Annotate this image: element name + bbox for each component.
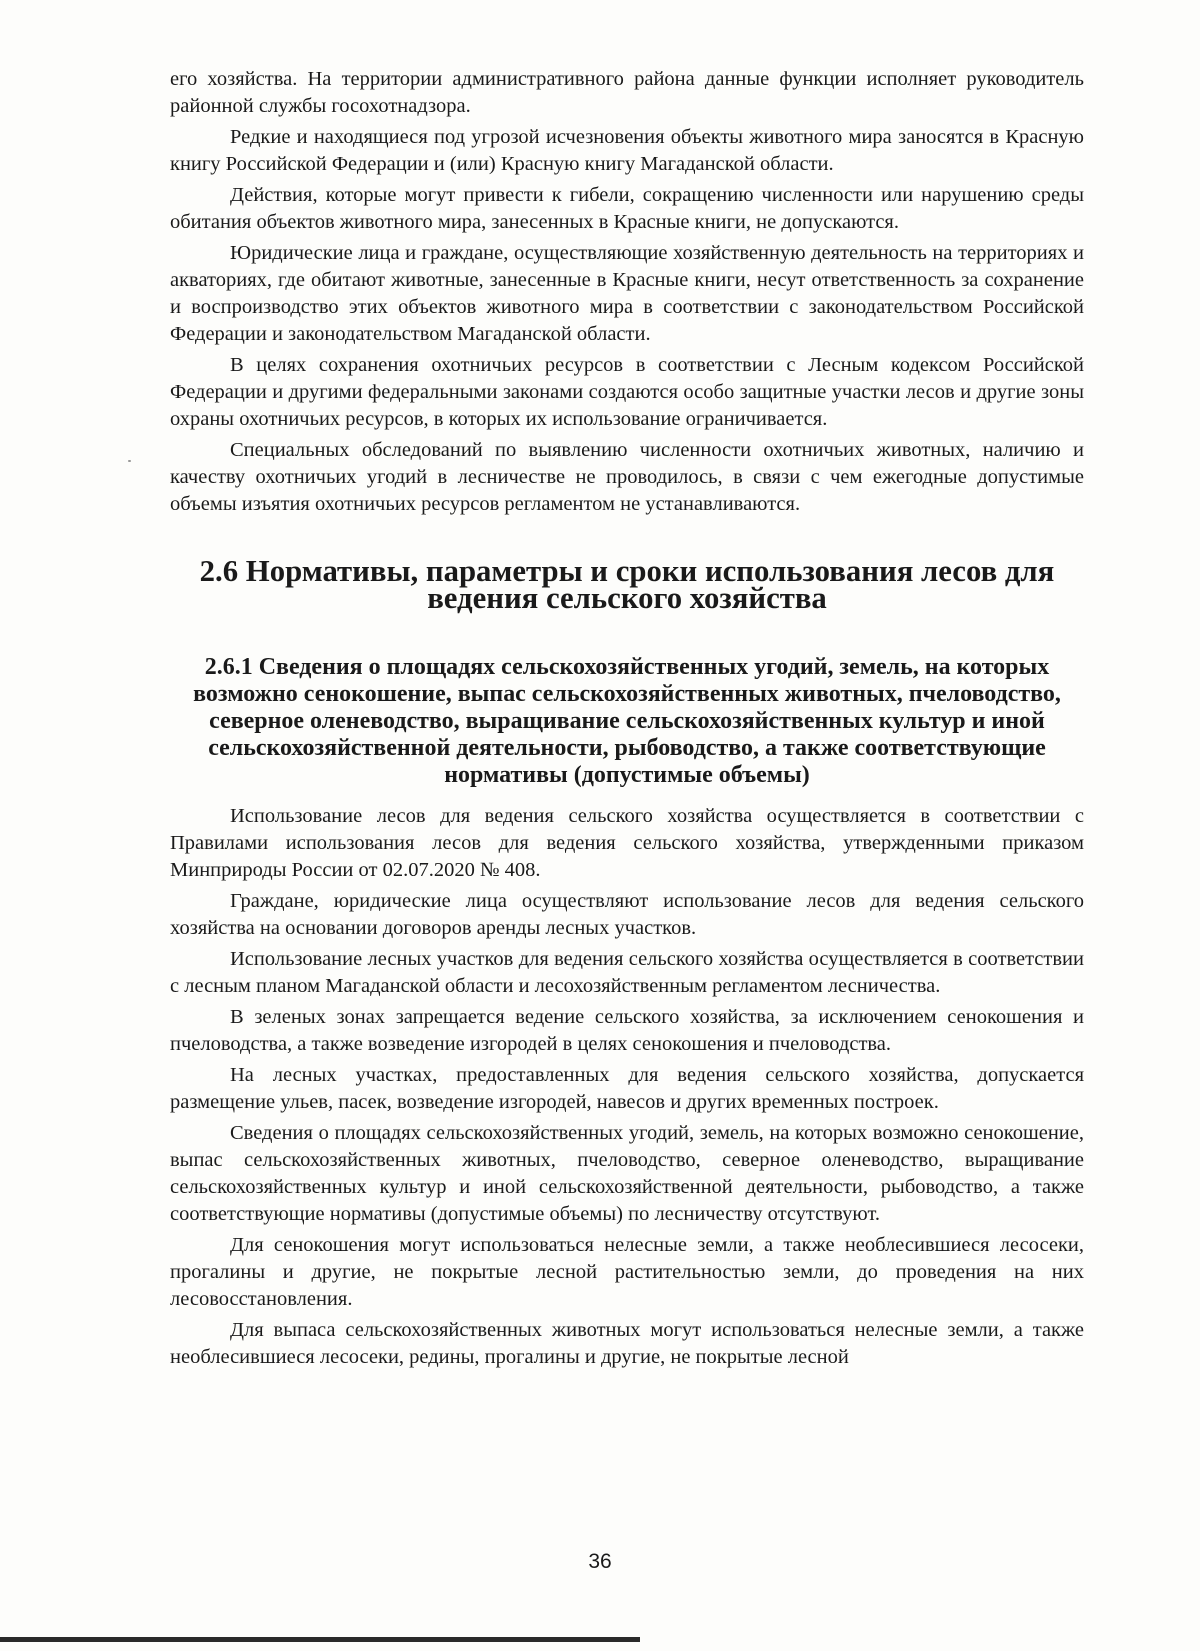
paragraph-lease: Граждане, юридические лица осуществляют использование лесов для ведения сельского хозяйства на основании договоров аренды лесных участков. bbox=[170, 890, 1084, 939]
paragraph-rules: Использование лесов для ведения сельского хозяйства осуществляется в соответствии с Правилами использования лесов для ведения сельского хозяйства, утвержденными приказом Минприроды России от 02.07.2020 № 408. bbox=[170, 805, 1084, 881]
scan-artifact bbox=[128, 460, 131, 462]
section-heading: 2.6 Нормативы, параметры и сроки использования лесов для ведения сельского хозяйства bbox=[199, 554, 1055, 615]
paragraph-protective-zones: В целях сохранения охотничьих ресурсов в соответствии с Лесным кодексом Российской Федерации и другими федеральными законами создаются особо защитные участки лесов и другие зоны охраны охотничьих ресурсов, в которых их использование ограничивается. bbox=[170, 354, 1084, 430]
paragraph-area-info: Сведения о площадях сельскохозяйственных угодий, земель, на которых возможно сенокошение, выпас сельскохозяйственных животных, пчеловодство, северное оленеводство, выращивание сельскохозяйственных культур и иной сельскохозяйственной деятельности, рыбоводство, а также соответствующие нормативы (допустимые объемы) по лесничеству отсутствуют. bbox=[170, 1122, 1084, 1225]
paragraph-responsibility: Юридические лица и граждане, осуществляющие хозяйственную деятельность на территориях и акваториях, где обитают животные, занесенные в Красные книги, несут ответственность за сохранение и воспроизводство этих объектов животного мира в соответствии с законодательством Российской Федерации и законодательством Магаданской области. bbox=[170, 242, 1084, 345]
page-number: 36 bbox=[588, 1550, 612, 1573]
bottom-rule bbox=[0, 1637, 640, 1642]
paragraph-continuation: его хозяйства. На территории административного района данные функции исполняет руководитель районной службы госохотнадзора. bbox=[170, 68, 1084, 117]
paragraph-prohibited-actions: Действия, которые могут привести к гибели, сокращению численности или нарушению среды обитания объектов животного мира, занесенных в Красные книги, не допускаются. bbox=[170, 184, 1084, 233]
paragraph-haymaking: Для сенокошения могут использоваться нелесные земли, а также необлесившиеся лесосеки, прогалины и другие, не покрытые лесной растительностью земли, до проведения на них лесовосстановления. bbox=[170, 1234, 1084, 1310]
subsection-heading: 2.6.1 Сведения о площадях сельскохозяйственных угодий, земель, на которых возможно сенокошение, выпас сельскохозяйственных животных, пчеловодство, северное оленеводство, выращивание сельскохозяйственных культур и иной сельскохозяйственной деятельности, рыбоводство, а также соответствующие нормативы (допустимые объемы) bbox=[193, 654, 1061, 788]
paragraph-forest-plan: Использование лесных участков для ведения сельского хозяйства осуществляется в соответствии с лесным планом Магаданской области и лесохозяйственным регламентом лесничества. bbox=[170, 948, 1084, 997]
paragraph-hives: На лесных участках, предоставленных для ведения сельского хозяйства, допускается размещение ульев, пасек, возведение изгородей, навесов и других временных построек. bbox=[170, 1064, 1084, 1113]
paragraph-surveys: Специальных обследований по выявлению численности охотничьих животных, наличию и качеству охотничьих угодий в лесничестве не проводилось, в связи с чем ежегодные допустимые объемы изъятия охотничьих ресурсов регламентом не устанавливаются. bbox=[170, 439, 1084, 515]
paragraph-grazing: Для выпаса сельскохозяйственных животных могут использоваться нелесные земли, а также необлесившиеся лесосеки, редины, прогалины и другие, не покрытые лесной bbox=[170, 1319, 1084, 1368]
paragraph-red-book: Редкие и находящиеся под угрозой исчезновения объекты животного мира заносятся в Красную книгу Российской Федерации и (или) Красную книгу Магаданской области. bbox=[170, 126, 1084, 175]
paragraph-green-zones: В зеленых зонах запрещается ведение сельского хозяйства, за исключением сенокошения и пчеловодства, а также возведение изгородей в целях сенокошения и пчеловодства. bbox=[170, 1006, 1084, 1055]
